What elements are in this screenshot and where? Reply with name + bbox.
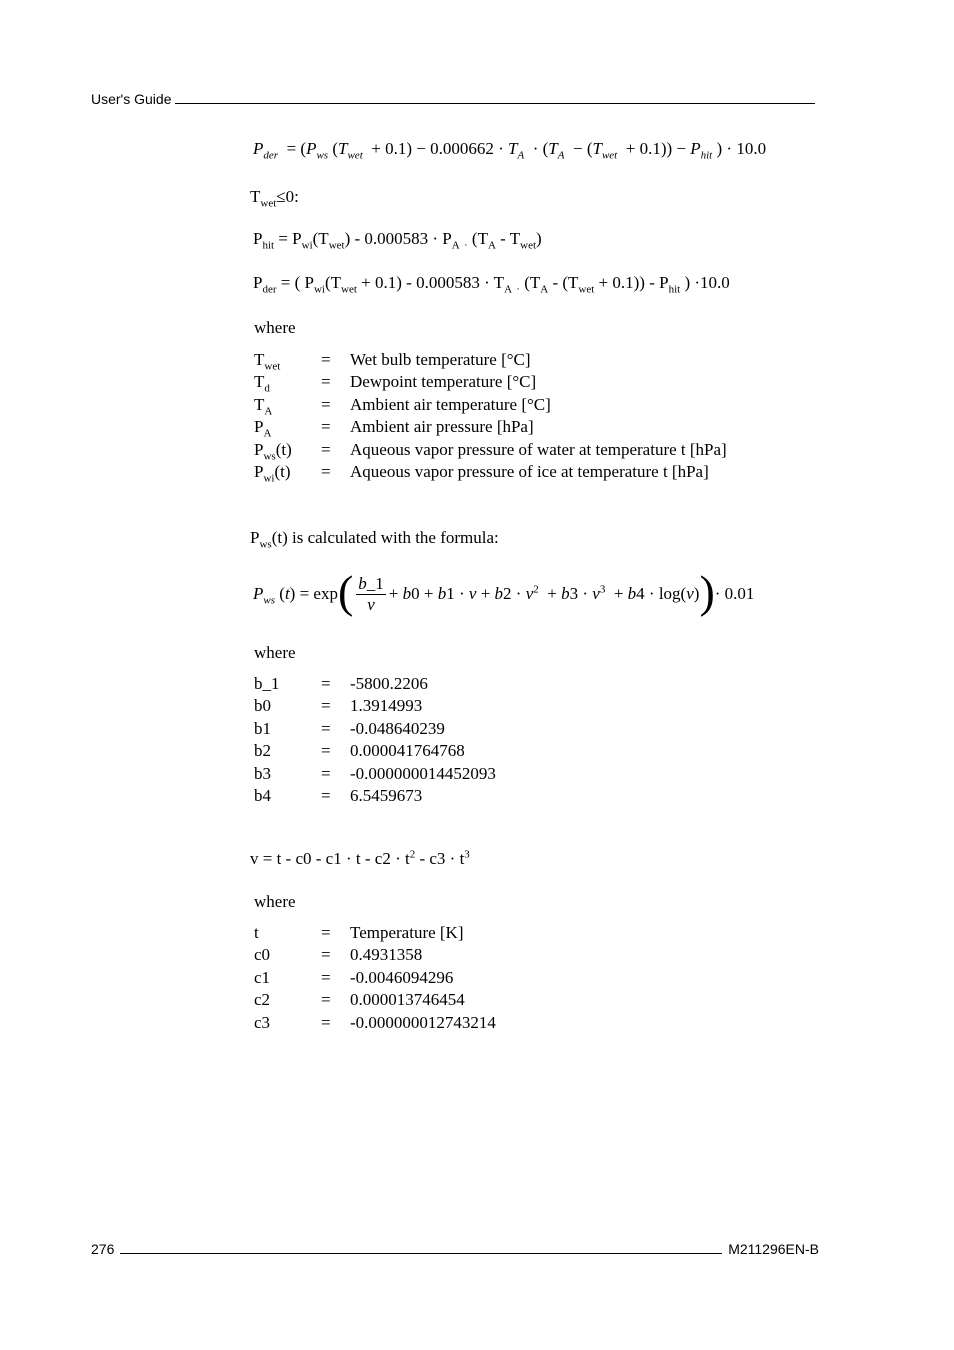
header-title: User's Guide [91,91,172,107]
definition-row: b3 = -0.000000014452093 [254,763,496,783]
definition-row: b4 = 6.5459673 [254,785,423,805]
definition-row: $T_{wet}$ = Wet bulb temperature [°C] [254,350,531,373]
where-label-2: where [254,643,296,662]
formula-pws: $P_{ws}$ (t) = exp ( $\frac{b\_1}{v}$ + $b0 + b1 \cdot v + b2 \cdot v^2 + b3 \cdot v^3 + b4 \cdot \log(v)$ ) · 0.01 [253,566,755,617]
definition-row: b2 = 0.000041764768 [254,741,465,761]
definition-row: b_1 = -5800.2206 [254,674,428,693]
definition-row: $T_A$ = Ambient air temperature [°C] [254,394,551,418]
definition-row: c2 = 0.000013746454 [254,990,465,1010]
page-footer [91,1241,819,1257]
condition-label: $T_{wet}\le 0$: [250,187,299,210]
document-code: M211296EN-B [728,1241,819,1257]
definition-row: c0 = 0.4931358 [254,945,423,965]
formula-pder-1: $P_{der} = (P_{ws}$ $(T_{wet} + 0.1) - 0.000662 \cdot T_A \cdot (T_A - (T_{wet} + 0.1)) - P_{hit}$ ) · 10.0 [253,139,767,162]
definitions-list-2 [254,674,654,808]
where-label-3: where [254,892,296,911]
definition-row: $P_{ws}(t)$ = Aqueous vapor pressure of water at temperature t [hPa] [254,439,727,462]
formula-v: $v = t - c0 - c1 \cdot t - c2 \cdot t^2 - c3 \cdot t^3$ [250,848,470,868]
definitions-list-1 [254,350,794,484]
definition-row: t = Temperature [K] [254,923,464,942]
formula-phit: $P_{hit} = P_{wi}(T_{wet}) - 0.000583 \cdot P_A$ $_\cdot$ $(T_A - T_{wet})$ [253,229,542,252]
page-header [91,91,815,107]
pws-intro-text: $P_{ws}(t)$ is calculated with the formula: [250,528,499,551]
definition-row: c1 = -0.0046094296 [254,967,454,987]
definition-row: b0 = 1.3914993 [254,696,423,716]
header-rule [175,91,815,104]
footer-rule [120,1241,722,1254]
definition-row: $P_{wi}(t)$ = Aqueous vapor pressure of ice at temperature t [hPa] [254,461,709,485]
where-label-1: where [254,318,296,337]
definition-row: $T_d$ = Dewpoint temperature [°C] [254,372,537,395]
definition-row: $P_A$ = Ambient air pressure [hPa] [254,417,534,440]
definitions-list-3 [254,923,654,1035]
formula-pder-2: $P_{der}$ = ( $P_{wi}(T_{wet} + 0.1) - 0.000583 \cdot T_A$ $_\cdot$ $(T_A - (T_{wet} + 0.1)) - P_{hit}$ ) ·10.0 [253,273,730,296]
definition-row: c3 = -0.000000012743214 [254,1012,496,1032]
definition-row: b1 = -0.048640239 [254,718,445,738]
page-number: 276 [91,1241,115,1257]
